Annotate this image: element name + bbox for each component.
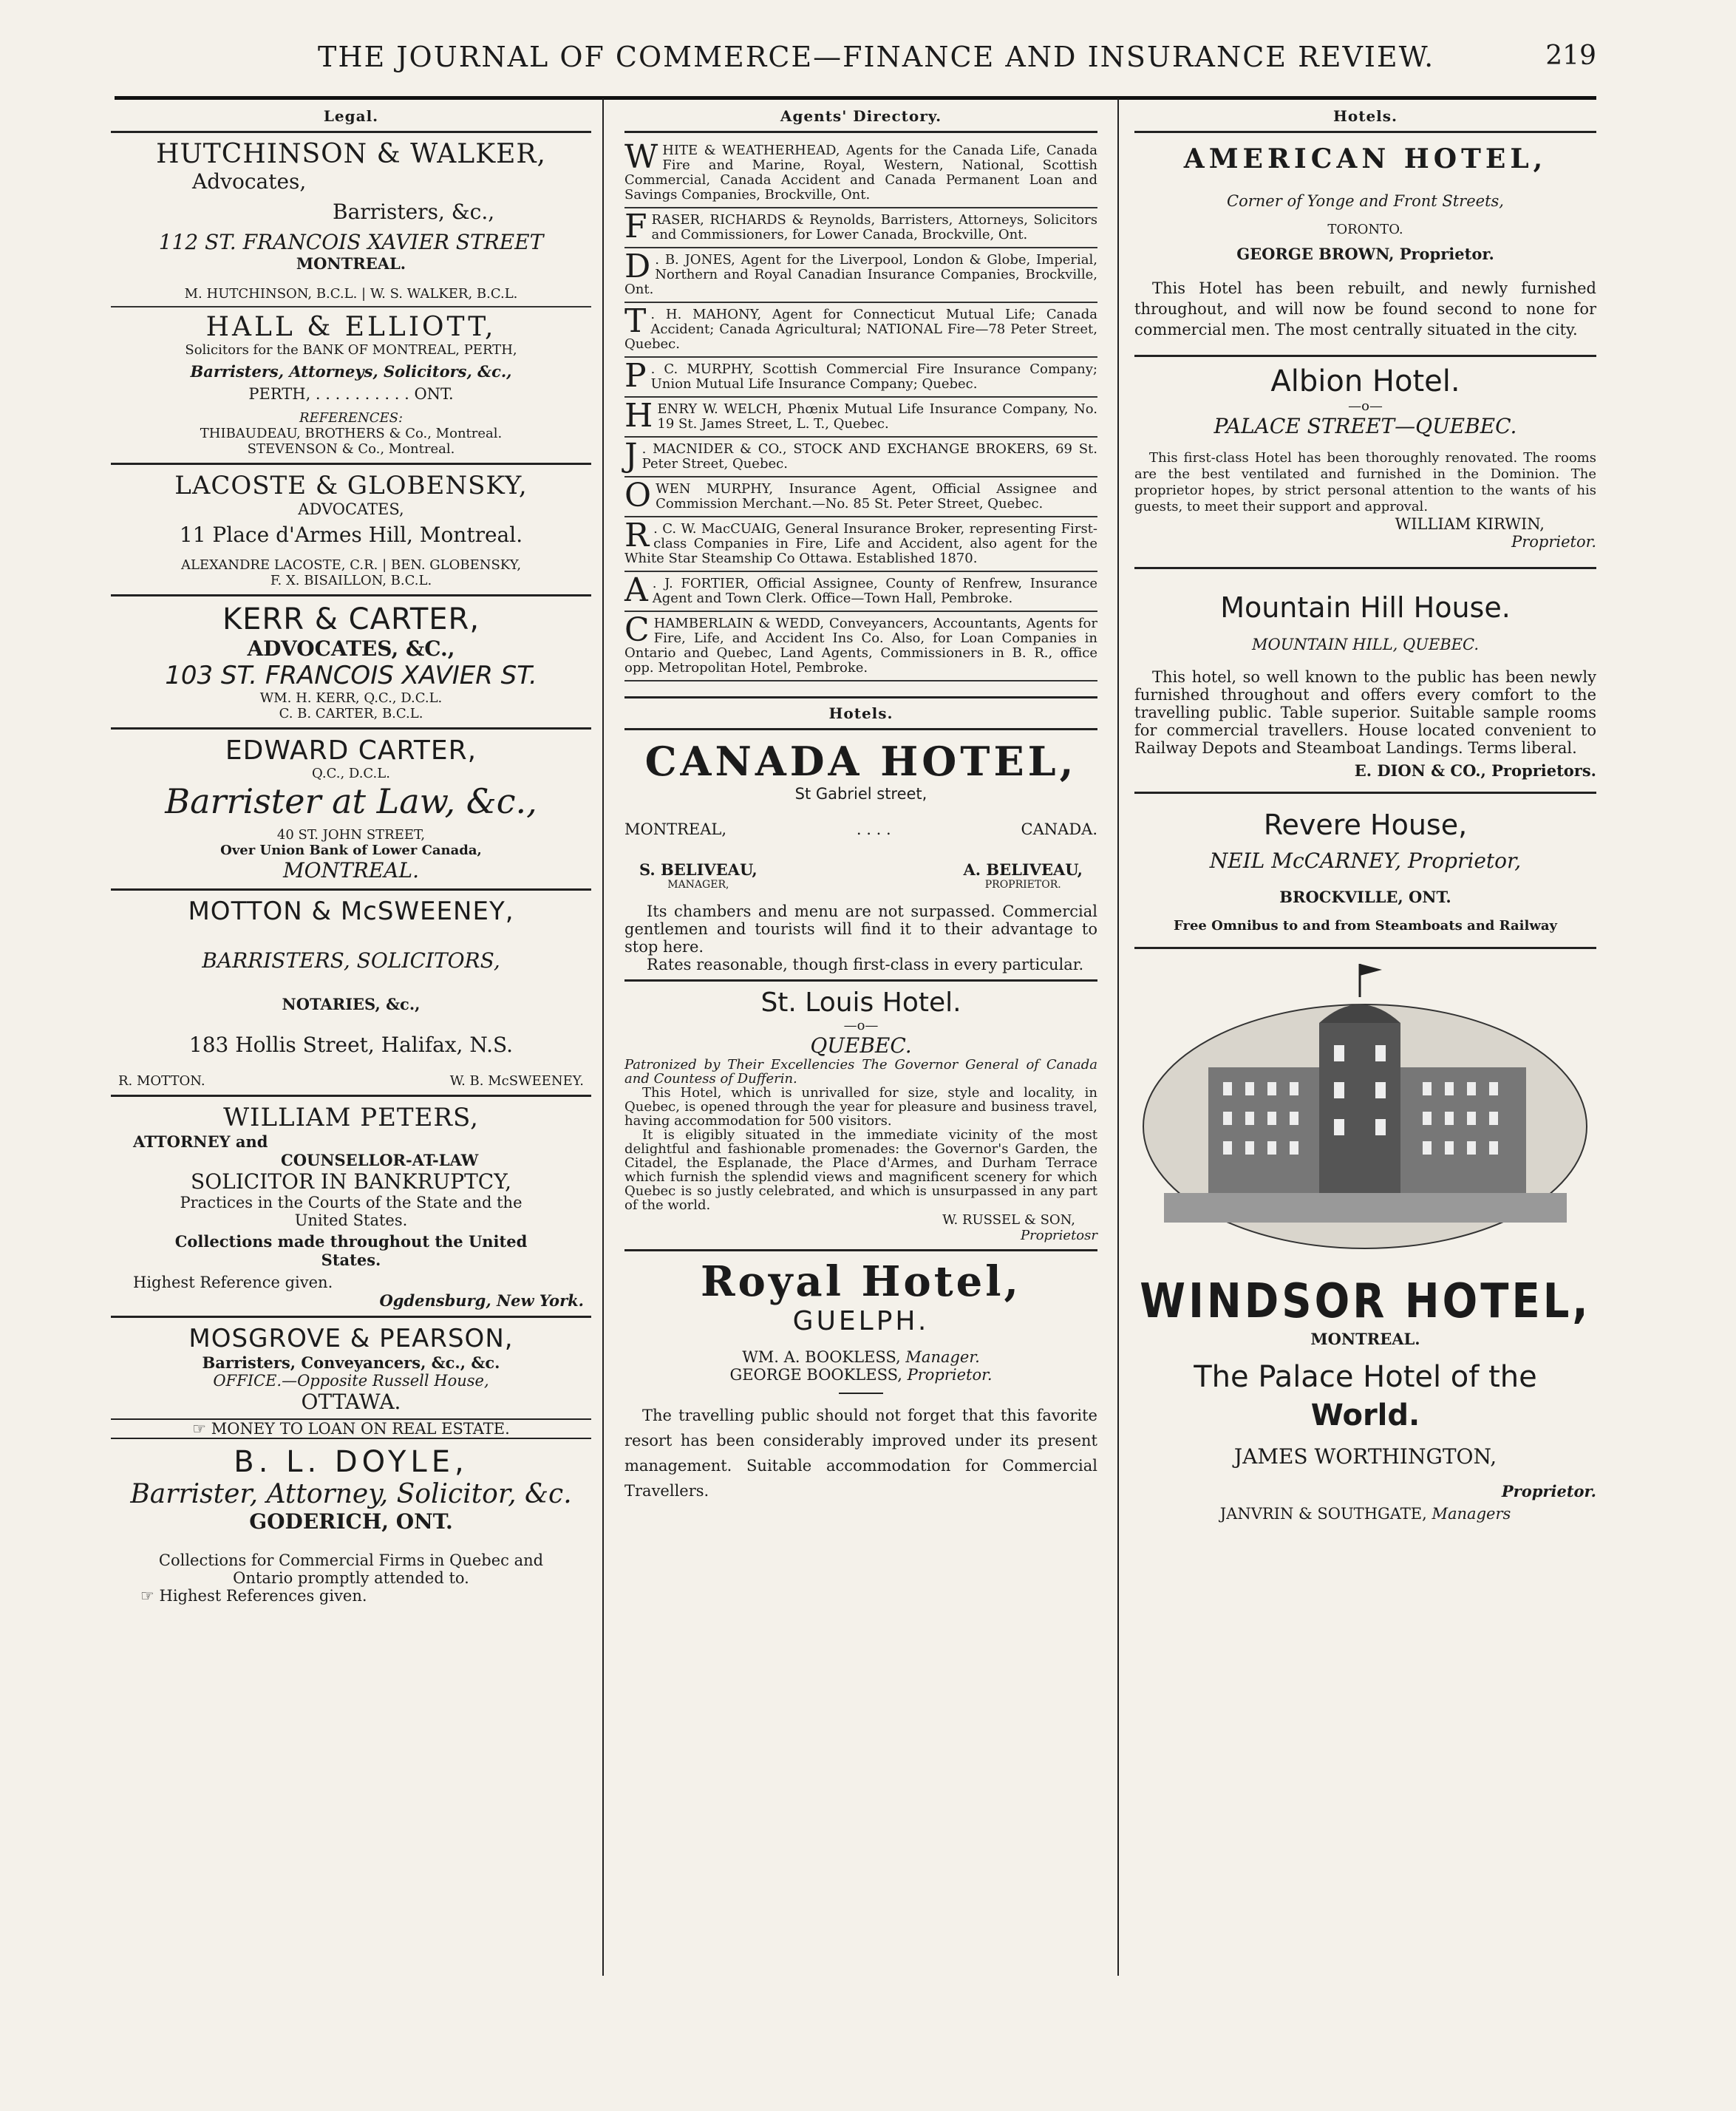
proprietor-role: Proprietor. xyxy=(1501,1482,1596,1500)
address: 103 ST. FRANCOIS XAVIER ST. xyxy=(165,661,537,690)
tagline: World. xyxy=(1310,1398,1420,1432)
ad-american-hotel xyxy=(1134,143,1596,340)
hotel-description: This first-class Hotel has been thoroughly renovated. The rooms are the best ventilated and furnished in the Dominion. The proprietor hopes, by strict personal attention to the wants of his guests, to meet their support and approval. xyxy=(1134,450,1596,514)
ad-line: Collections for Commercial Firms in Quebec and xyxy=(158,1551,544,1569)
agent-listing xyxy=(624,248,1097,303)
firm-name: WILLIAM PETERS, xyxy=(223,1103,479,1132)
hotel-street: Corner of Yonge and Front Streets, xyxy=(1227,192,1504,210)
ad-hutchinson-walker xyxy=(111,139,591,302)
partner: R. MOTTON. xyxy=(118,1073,205,1089)
ad-line: BARRISTERS, SOLICITORS, xyxy=(202,948,500,973)
proprietor-name: JAMES WORTHINGTON, xyxy=(1233,1444,1497,1469)
drop-cap: T xyxy=(624,302,647,340)
proprietor-name: GEORGE BOOKLESS, xyxy=(729,1366,902,1384)
page-header xyxy=(111,41,1596,85)
ad-royal-hotel xyxy=(624,1257,1097,1503)
partners: F. X. BISAILLON, B.C.L. xyxy=(270,573,432,588)
city: OTTAWA. xyxy=(301,1390,401,1414)
divider xyxy=(111,463,591,465)
agent-listing xyxy=(624,139,1097,208)
ad-line: Advocates, xyxy=(192,169,307,194)
divider xyxy=(1134,792,1596,794)
ad-lacoste-globensky xyxy=(111,471,591,588)
hotel-name: Albion Hotel. xyxy=(1270,364,1460,398)
country: CANADA. xyxy=(1021,820,1097,838)
agent-listing xyxy=(624,398,1097,438)
divider xyxy=(1134,567,1596,569)
agent-text: . B. JONES, Agent for the Liverpool, London & Globe, Imperial, Northern and Royal Canadian Insurance Companies, Brockville, Ont. xyxy=(624,252,1097,297)
divider xyxy=(1134,131,1596,133)
signature: W. RUSSEL & SON, xyxy=(942,1212,1075,1228)
drop-cap: P xyxy=(624,357,647,395)
divider xyxy=(624,131,1097,133)
divider xyxy=(111,131,591,133)
proprietor-role: Proprietor. xyxy=(907,1366,993,1384)
reference: STEVENSON & Co., Montreal. xyxy=(247,441,455,457)
ad-line: Barrister, Attorney, Solicitor, &c. xyxy=(130,1479,572,1509)
city: BROCKVILLE, ONT. xyxy=(1279,888,1451,906)
city: GUELPH. xyxy=(792,1306,930,1336)
hotel-description: The travelling public should not forget that this favorite resort has been considerably improved under its present management. Suitable accommodation for Commercial Travellers. xyxy=(624,1407,1097,1500)
firm-name: B. L. DOYLE, xyxy=(234,1445,469,1479)
ad-line: Barrister at Law, &c., xyxy=(165,781,537,821)
divider xyxy=(624,1249,1097,1251)
divider xyxy=(111,306,591,307)
city: GODERICH, ONT. xyxy=(249,1509,453,1534)
ad-line: States. xyxy=(321,1251,381,1269)
patronage: Patronized by Their Excellencies The Governor General of Canada and Countess of Dufferin. xyxy=(624,1057,1097,1087)
ad-canada-hotel xyxy=(624,738,1097,973)
ad-hall-elliott xyxy=(111,312,591,457)
drop-cap: F xyxy=(624,208,647,245)
hotel-street: PALACE STREET—QUEBEC. xyxy=(1214,414,1517,438)
proprietor-block xyxy=(963,860,1083,891)
divider xyxy=(1134,947,1596,949)
city: TORONTO. xyxy=(1327,222,1403,237)
ad-line: SOLICITOR IN BANKRUPTCY, xyxy=(191,1169,511,1194)
manager-line xyxy=(624,1348,1097,1366)
agent-text: . MACNIDER & CO., STOCK AND EXCHANGE BROKERS, 69 St. Peter Street, Quebec. xyxy=(641,441,1097,472)
ad-line: PERTH, . . . . . . . . . . ONT. xyxy=(248,385,454,403)
city: Ogdensburg, New York. xyxy=(379,1291,584,1310)
agent-text: . J. FORTIER, Official Assignee, County of Renfrew, Insurance Agent and Town Clerk. Office—Town Hall, Pembroke. xyxy=(652,576,1097,606)
hotels-heading: Hotels. xyxy=(1332,107,1398,125)
ad-line: Ontario promptly attended to. xyxy=(233,1569,469,1587)
drop-cap: C xyxy=(624,611,650,649)
hotels-column xyxy=(1134,107,1596,1523)
proprietor-line: NEIL McCARNEY, Proprietor, xyxy=(1209,849,1522,873)
leader-dots: . . . . xyxy=(856,820,891,838)
agent-listing xyxy=(624,477,1097,517)
drop-cap: O xyxy=(624,477,652,514)
ad-mosgrove-pearson xyxy=(111,1324,591,1439)
hotels-heading: Hotels. xyxy=(828,704,893,722)
firm-name: EDWARD CARTER, xyxy=(225,735,477,766)
partners xyxy=(111,1073,591,1089)
ad-line: ADVOCATES, &C., xyxy=(247,636,455,661)
hotel-name: St. Louis Hotel. xyxy=(760,987,961,1018)
ad-line: Barristers, Conveyancers, &c., &c. xyxy=(202,1353,500,1372)
manager-block xyxy=(639,860,758,891)
ad-albion-hotel xyxy=(1134,364,1596,551)
ad-line: United States. xyxy=(294,1211,408,1229)
legal-heading: Legal. xyxy=(323,107,379,125)
city: QUEBEC. xyxy=(810,1033,912,1058)
drop-cap: D xyxy=(624,248,651,285)
agent-listing xyxy=(624,208,1097,248)
managers-role: Managers xyxy=(1432,1505,1511,1523)
ad-line: ADVOCATES, xyxy=(298,500,404,518)
proprietor-line: GEORGE BROWN, Proprietor. xyxy=(1236,245,1494,263)
agent-text: RASER, RICHARDS & Reynolds, Barristers, Attorneys, Solicitors and Commissioners, for Lower Canada, Brockville, Ont. xyxy=(651,212,1097,242)
ad-windsor-hotel xyxy=(1134,956,1596,1523)
agent-listing xyxy=(624,438,1097,477)
ad-line: Collections made throughout the United xyxy=(174,1232,528,1251)
hotel-description: This hotel, so well known to the public has been newly furnished throughout and offers every comfort to the travelling public. Table superior. Suitable sample rooms for commercial travellers. House located convenient to Railway Depots and Steamboat Landings. Terms liberal. xyxy=(1134,668,1596,757)
tagline: The Palace Hotel of the xyxy=(1194,1360,1537,1394)
ornament: —o— xyxy=(843,1018,879,1033)
hotel-description: It is eligibly situated in the immediate vicinity of the most delightful and fashionable promenades: the Governor's Garden, the Citadel, the Esplanade, the Place d'Armes, and Durham Terrace which furnish the splendid views and magnificent scenery for which Quebec is so justly celebrated, and which is unsurpassed in any part of the world. xyxy=(624,1127,1097,1213)
drop-cap: R xyxy=(624,517,650,554)
divider xyxy=(111,727,591,730)
city: MONTREAL, xyxy=(624,820,727,838)
pointing-hand-icon: ☞ xyxy=(192,1420,207,1438)
divider xyxy=(624,696,1097,698)
ad-st-louis-hotel xyxy=(624,987,1097,1243)
references-label: REFERENCES: xyxy=(299,410,404,426)
agent-listing xyxy=(624,517,1097,572)
partner: W. B. McSWEENEY. xyxy=(449,1073,584,1089)
firm-name: HALL & ELLIOTT, xyxy=(205,312,497,342)
drop-cap: H xyxy=(624,397,653,435)
hotel-description: This Hotel has been rebuilt, and newly furnished throughout, and will now be found second to none for commercial men. The most centrally situated in the city. xyxy=(1134,279,1596,339)
ad-mountain-hill-house xyxy=(1134,591,1596,780)
divider xyxy=(839,1393,883,1394)
address: 40 ST. JOHN STREET, xyxy=(276,827,426,843)
divider xyxy=(624,728,1097,730)
money-banner xyxy=(111,1418,591,1439)
agents-heading: Agents' Directory. xyxy=(780,107,942,125)
column-divider-1 xyxy=(602,98,604,1976)
divider xyxy=(1134,355,1596,357)
hotel-location xyxy=(624,820,1097,838)
signature: WILLIAM KIRWIN, xyxy=(1395,515,1545,533)
ad-b-l-doyle xyxy=(111,1445,591,1605)
managers-line xyxy=(1134,1505,1596,1523)
page-number: 219 xyxy=(1545,41,1596,71)
agent-listing xyxy=(624,358,1097,398)
ad-line: OFFICE.—Opposite Russell House, xyxy=(213,1372,489,1390)
partners: M. HUTCHINSON, B.C.L. | W. S. WALKER, B.C.L. xyxy=(184,286,518,302)
agent-listing xyxy=(624,612,1097,681)
ad-william-peters xyxy=(111,1103,591,1310)
hotel-name: WINDSOR HOTEL, xyxy=(1140,1274,1591,1329)
ad-line: Barristers, Attorneys, Solicitors, &c., xyxy=(190,362,512,381)
agent-text: . C. MURPHY, Scottish Commercial Fire Insurance Company; Union Mutual Life Insurance Company; Quebec. xyxy=(650,361,1097,392)
drop-cap: A xyxy=(624,571,648,609)
manager-name: S. BELIVEAU, xyxy=(639,860,758,879)
ad-line: Highest Reference given. xyxy=(133,1274,333,1291)
ad-line: Practices in the Courts of the State and the xyxy=(180,1194,522,1211)
agent-text: . C. W. MacCUAIG, General Insurance Broker, representing First-class Companies in Fire, Life and Accident, also agent for the White Star Steamship Co Ottawa. Established 1870. xyxy=(624,521,1097,566)
proprietor-line xyxy=(624,1366,1097,1384)
partners: WM. H. KERR, Q.C., D.C.L. xyxy=(259,690,443,706)
ad-line: NOTARIES, &c., xyxy=(282,995,421,1013)
divider xyxy=(111,1095,591,1097)
ad-line: Q.C., D.C.L. xyxy=(312,766,390,781)
proprietor-role: PROPRIETOR. xyxy=(984,879,1061,891)
ad-line: Barristers, &c., xyxy=(333,200,495,224)
manager-name: WM. A. BOOKLESS, xyxy=(742,1348,901,1366)
ad-line: COUNSELLOR-AT-LAW xyxy=(281,1151,479,1169)
divider xyxy=(111,594,591,596)
agent-text: HITE & WEATHERHEAD, Agents for the Canada Life, Canada Fire and Marine, Royal, Western, National, Scottish Commercial, Canada Accident and Canada Permanent Loan and Savings Companies, Brockville, Ont. xyxy=(624,143,1097,203)
omnibus-note: Free Omnibus to and from Steamboats and Railway xyxy=(1174,918,1557,934)
proprietor-name: A. BELIVEAU, xyxy=(963,860,1083,879)
firm-name: MOSGROVE & PEARSON, xyxy=(188,1324,514,1353)
ad-text: Highest References given. xyxy=(159,1587,367,1605)
managers-name: JANVRIN & SOUTHGATE, xyxy=(1219,1505,1427,1523)
partners: C. B. CARTER, B.C.L. xyxy=(279,706,423,721)
reference: THIBAUDEAU, BROTHERS & Co., Montreal. xyxy=(200,426,503,441)
drop-cap: J xyxy=(624,437,638,475)
column-divider-2 xyxy=(1117,98,1119,1976)
hotel-name: CANADA HOTEL, xyxy=(644,738,1078,785)
signature: E. DION & CO., Proprietors. xyxy=(1354,761,1596,780)
hotel-name: Mountain Hill House. xyxy=(1220,591,1511,624)
agent-text: HAMBERLAIN & WEDD, Conveyancers, Accountants, Agents for Fire, Life, and Accident Ins Co. Also, for Loan Companies in Ontario and Quebec, Land Agents, Commissioners in B. R., office opp. Metropolitan Hotel, Pembroke. xyxy=(624,616,1097,676)
ad-motton-mcsweeney xyxy=(111,897,591,1089)
hotel-street: St Gabriel street, xyxy=(794,785,927,803)
header-rule xyxy=(115,96,1596,100)
address: 112 ST. FRANCOIS XAVIER STREET xyxy=(158,230,544,254)
city: MONTREAL. xyxy=(296,254,406,273)
ad-line xyxy=(111,1587,591,1605)
manager-role: Manager. xyxy=(905,1348,980,1366)
partners: ALEXANDRE LACOSTE, C.R. | BEN. GLOBENSKY, xyxy=(180,557,522,573)
ad-line: MONEY TO LOAN ON REAL ESTATE. xyxy=(211,1420,510,1438)
ad-line: ATTORNEY and xyxy=(133,1132,268,1151)
city: MONTREAL. xyxy=(1310,1330,1420,1348)
ad-line: Over Union Bank of Lower Canada, xyxy=(220,843,482,858)
hotel-street: MOUNTAIN HILL, QUEBEC. xyxy=(1251,636,1479,653)
signature-role: Proprietosr xyxy=(1020,1228,1097,1243)
agents-column xyxy=(624,107,1097,1503)
hotel-name: Revere House, xyxy=(1263,809,1468,841)
pointing-hand-icon: ☞ xyxy=(140,1587,154,1605)
agents-list xyxy=(624,139,1097,681)
agent-listing xyxy=(624,303,1097,358)
signature-role: Proprietor. xyxy=(1511,533,1596,551)
agent-text: ENRY W. WELCH, Phœnix Mutual Life Insurance Company, No. 19 St. James Street, L. T., Quebec. xyxy=(657,401,1097,432)
city: MONTREAL. xyxy=(282,858,420,883)
firm-name: HUTCHINSON & WALKER, xyxy=(156,139,546,169)
drop-cap: W xyxy=(624,138,658,176)
hotel-description: This Hotel, which is unrivalled for size, style and locality, in Quebec, is opened through the year for pleasure and business travel, having accommodation for 500 visitors. xyxy=(624,1085,1097,1129)
firm-name: MOTTON & McSWEENEY, xyxy=(188,897,514,926)
manager-role: MANAGER, xyxy=(667,879,729,891)
hotel-description: Its chambers and menu are not surpassed. Commercial gentlemen and tourists will find it to their advantage to stop here. xyxy=(624,902,1097,956)
agent-listing xyxy=(624,572,1097,612)
hotel-description: Rates reasonable, though first-class in every particular. xyxy=(647,956,1084,973)
ad-revere-house xyxy=(1134,809,1596,934)
legal-column xyxy=(111,107,591,1605)
agent-text: . H. MAHONY, Agent for Connecticut Mutual Life; Canada Accident; Canada Agricultural; NATIONAL Fire—78 Peter Street, Quebec. xyxy=(624,307,1097,352)
divider xyxy=(111,1316,591,1318)
firm-name: KERR & CARTER, xyxy=(222,602,480,636)
hotel-managers xyxy=(624,860,1097,891)
ad-line: Solicitors for the BANK OF MONTREAL, PERTH, xyxy=(185,342,517,358)
hotel-name: AMERICAN HOTEL, xyxy=(1183,143,1548,174)
firm-name: LACOSTE & GLOBENSKY, xyxy=(174,471,528,500)
hotel-name: Royal Hotel, xyxy=(700,1257,1021,1306)
ad-kerr-carter xyxy=(111,602,591,721)
divider xyxy=(111,888,591,891)
ornament: —o— xyxy=(1348,398,1383,414)
agent-text: WEN MURPHY, Insurance Agent, Official Assignee and Commission Merchant.—No. 85 St. Peter Street, Quebec. xyxy=(656,481,1097,511)
windsor-hotel-engraving xyxy=(1134,956,1596,1267)
divider xyxy=(624,979,1097,982)
ad-line: 11 Place d'Armes Hill, Montreal. xyxy=(179,523,523,547)
journal-title: THE JOURNAL OF COMMERCE—FINANCE AND INSURANCE REVIEW. xyxy=(318,41,1435,73)
address: 183 Hollis Street, Halifax, N.S. xyxy=(188,1033,514,1057)
ad-edward-carter xyxy=(111,735,591,883)
